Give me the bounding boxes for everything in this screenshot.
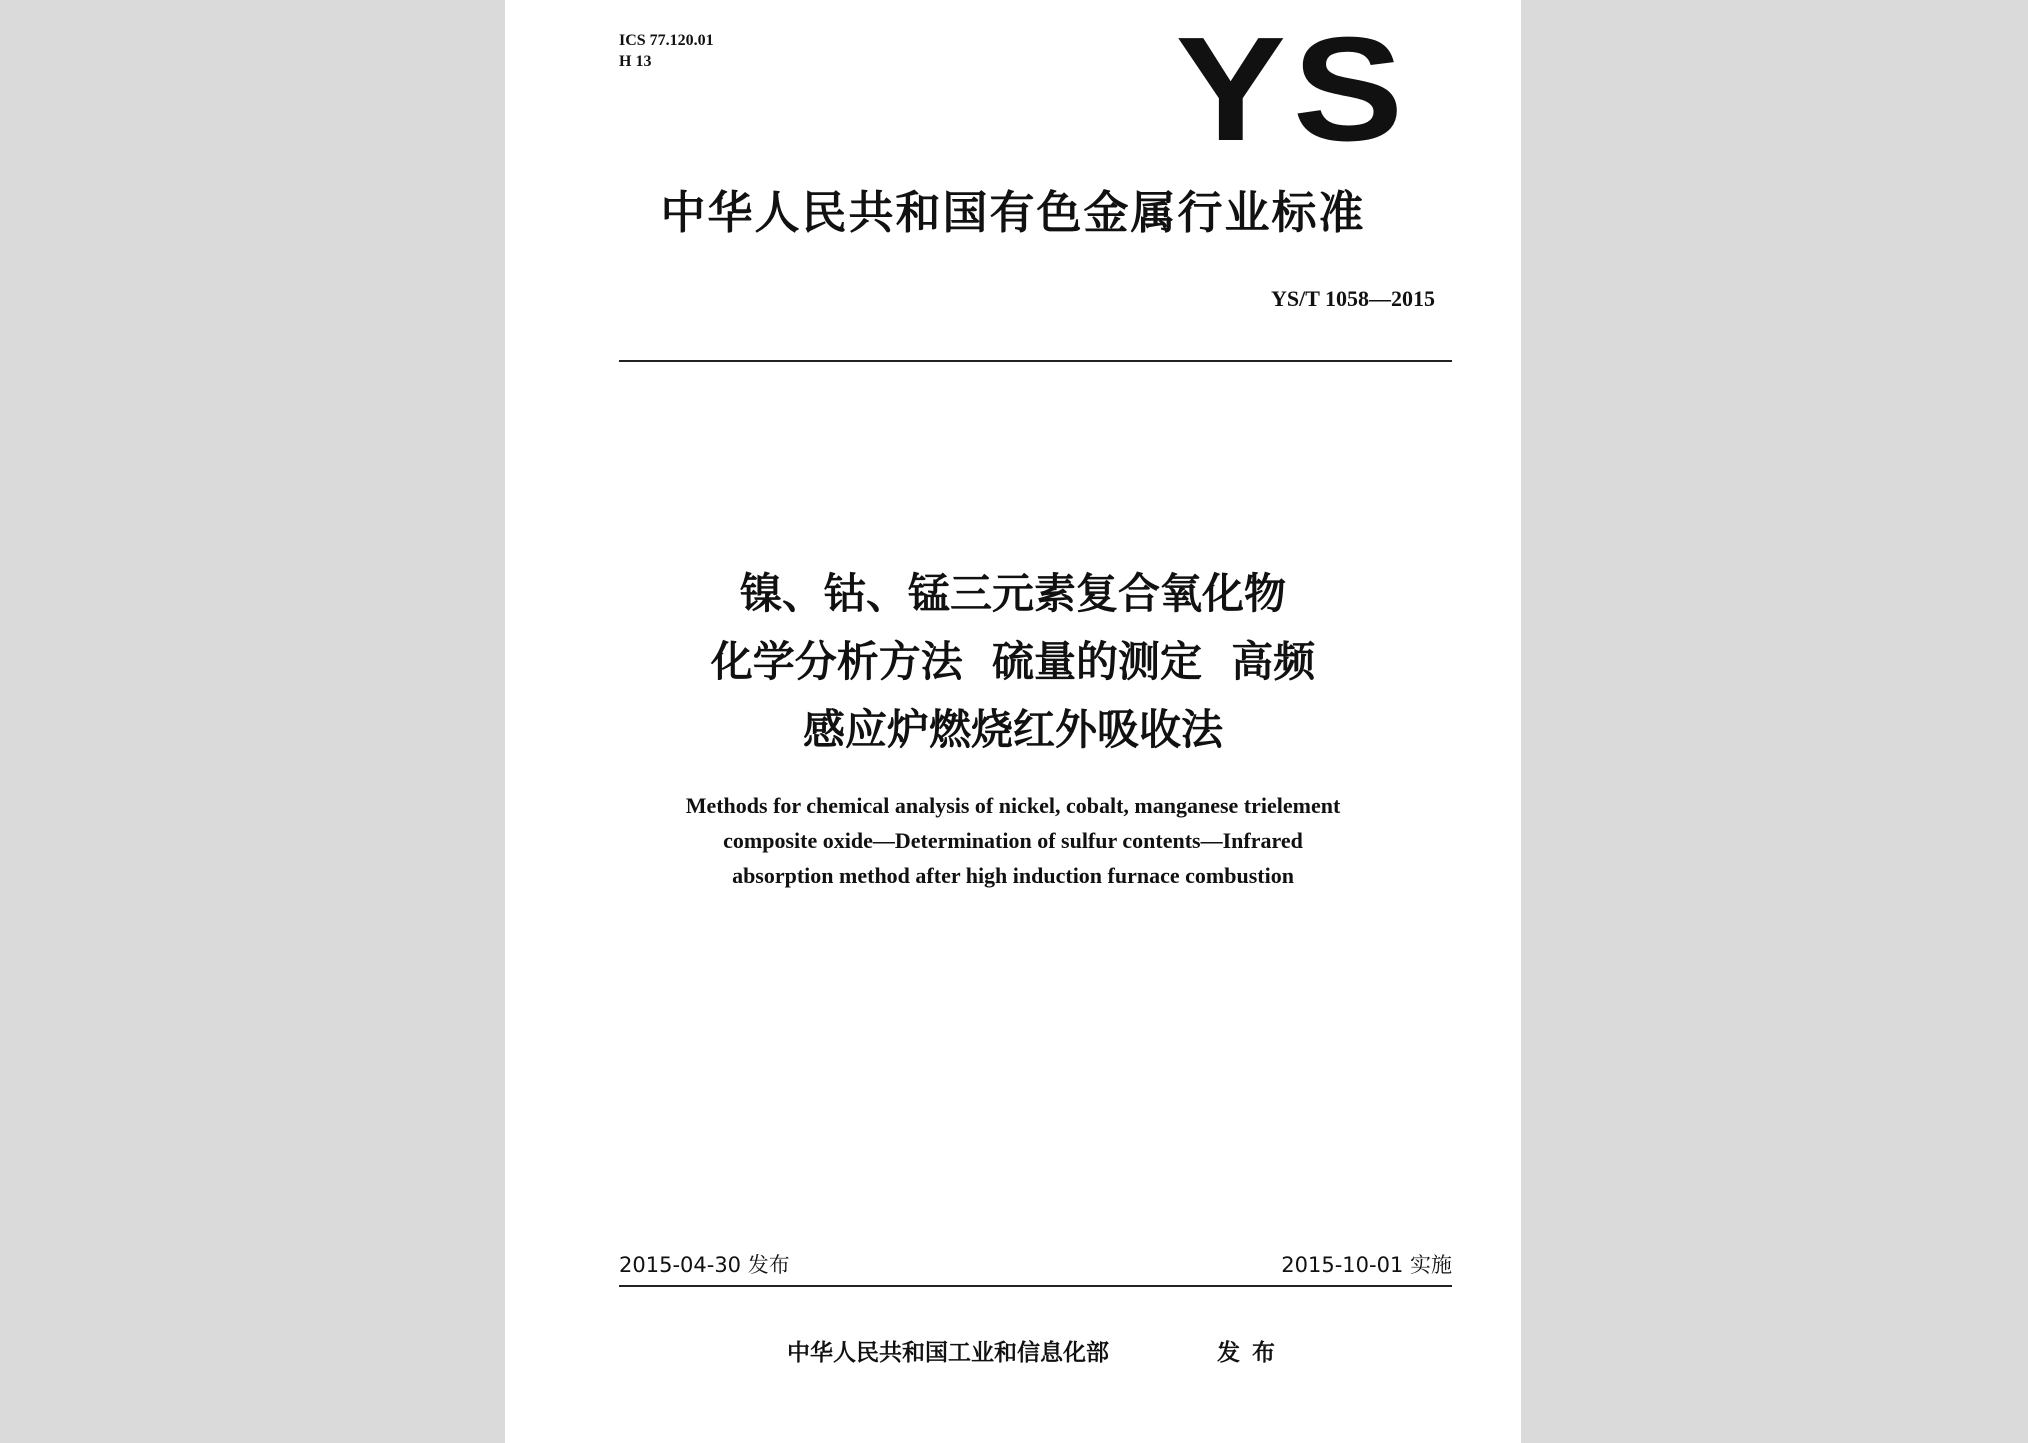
title-cn-line-2: 化学分析方法 硫量的测定 高频 bbox=[710, 637, 1316, 686]
ics-code: ICS 77.120.01 bbox=[619, 32, 714, 49]
issue-label: 发布 bbox=[1217, 1340, 1287, 1366]
implementation-date: 2015-10-01 实施 bbox=[1281, 1253, 1452, 1277]
issuing-authority: 中华人民共和国工业和信息化部 bbox=[787, 1340, 1109, 1366]
ccs-code: H 13 bbox=[619, 53, 652, 70]
ys-logo: YS bbox=[1175, 7, 1410, 172]
header-divider bbox=[619, 360, 1452, 362]
title-cn-line-1: 镍、钴、锰三元素复合氧化物 bbox=[739, 569, 1286, 618]
document-page bbox=[505, 0, 1521, 1443]
standard-code: YS/T 1058—2015 bbox=[1270, 286, 1435, 311]
dates-row bbox=[619, 1248, 1452, 1282]
standard-title-english bbox=[505, 788, 1521, 893]
footer-divider bbox=[619, 1285, 1452, 1287]
classification-codes bbox=[619, 30, 714, 72]
title-cn-line-3: 感应炉燃烧红外吸收法 bbox=[802, 705, 1223, 754]
standard-title-chinese bbox=[505, 560, 1521, 764]
industry-standard-title: 中华人民共和国有色金属行业标准 bbox=[660, 186, 1366, 239]
title-en-line-3: absorption method after high induction furnace combustion bbox=[732, 863, 1294, 888]
title-en-line-2: composite oxide—Determination of sulfur contents—Infrared bbox=[723, 828, 1303, 853]
publish-date: 2015-04-30 发布 bbox=[619, 1253, 790, 1277]
title-en-line-1: Methods for chemical analysis of nickel, cobalt, manganese trielement bbox=[685, 793, 1341, 818]
